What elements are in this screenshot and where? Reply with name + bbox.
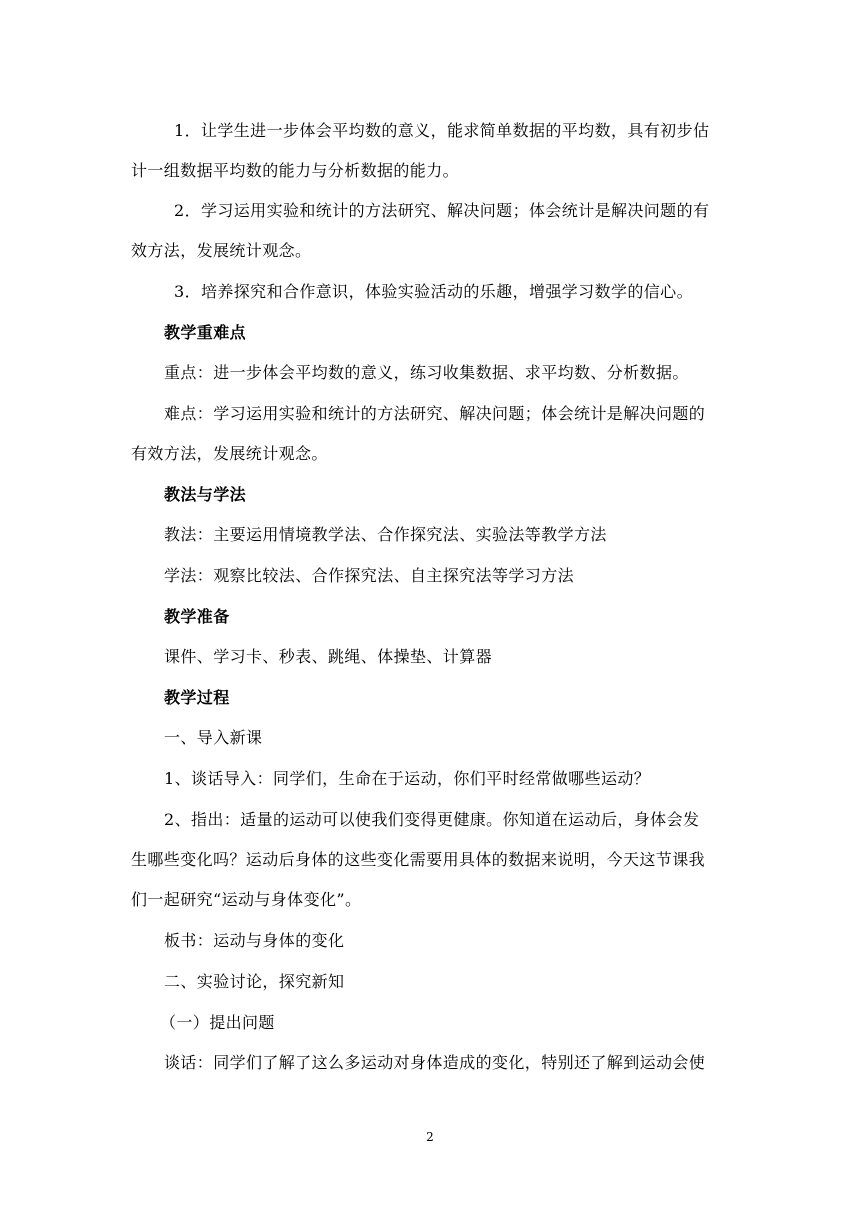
heading-process: 教学过程: [164, 688, 230, 707]
heading-key-points: 教学重难点: [164, 323, 247, 342]
teaching-method-line: 教法：主要运用情境教学法、合作探究法、实验法等教学方法: [164, 525, 607, 544]
page-number: 2: [426, 1130, 434, 1144]
learning-method-line: 学法：观察比较法、合作探究法、自主探究法等学习方法: [164, 566, 575, 585]
board-writing-line: 板书：运动与身体的变化: [164, 931, 345, 950]
talk-line: 谈话：同学们了解了这么多运动对身体造成的变化，特别还了解到运动会使: [164, 1053, 706, 1072]
objective-3-line: 3．培养探究和合作意识，体验实验活动的乐趣，增强学习数学的信心。: [174, 282, 693, 301]
objective-1-line-2: 计一组数据平均数的能力与分析数据的能力。: [131, 161, 460, 180]
intro-step-2-line-3: 们一起研究“运动与身体变化”。: [131, 890, 362, 909]
heading-methods: 教法与学法: [164, 485, 247, 504]
difficulty-line-2: 有效方法，发展统计观念。: [131, 444, 328, 463]
section-experiment-heading: 二、实验讨论，探究新知: [164, 972, 345, 991]
objective-1-line-1: 1．让学生进一步体会平均数的意义，能求简单数据的平均数，具有初步估: [174, 121, 710, 140]
key-point-line: 重点：进一步体会平均数的意义，练习收集数据、求平均数、分析数据。: [164, 363, 689, 382]
objective-2-line-2: 效方法，发展统计观念。: [131, 241, 312, 260]
difficulty-line-1: 难点：学习运用实验和统计的方法研究、解决问题；体会统计是解决问题的: [164, 404, 706, 423]
heading-preparation: 教学准备: [164, 607, 230, 626]
subsection-problem-heading: （一）提出问题: [160, 1013, 275, 1032]
intro-step-1: 1、谈话导入：同学们，生命在于运动，你们平时经常做哪些运动？: [164, 769, 651, 788]
objective-2-line-1: 2．学习运用实验和统计的方法研究、解决问题；体会统计是解决问题的有: [174, 201, 710, 220]
intro-step-2-line-1: 2、指出：适量的运动可以使我们变得更健康。你知道在运动后，身体会发: [164, 810, 700, 829]
preparation-line: 课件、学习卡、秒表、跳绳、体操垫、计算器: [164, 647, 493, 666]
intro-step-2-line-2: 生哪些变化吗？运动后身体的这些变化需要用具体的数据来说明，今天这节课我: [131, 850, 706, 869]
section-intro-heading: 一、导入新课: [164, 728, 263, 747]
